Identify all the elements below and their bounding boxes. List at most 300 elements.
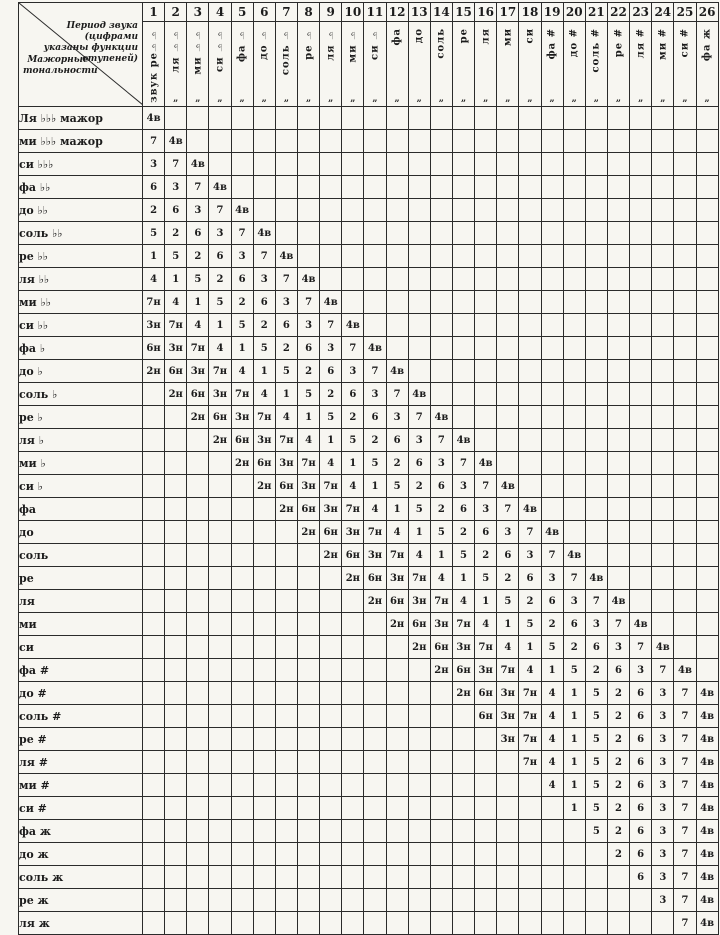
- empty-cell: [408, 912, 430, 935]
- degree-cell: 6н: [452, 659, 474, 682]
- column-header: [430, 22, 452, 107]
- empty-cell: [320, 843, 342, 866]
- degree-cell: 6: [320, 360, 342, 383]
- column-header: [187, 22, 209, 107]
- column-header: [386, 22, 408, 107]
- empty-cell: [452, 291, 474, 314]
- degree-cell: 6: [497, 544, 519, 567]
- empty-cell: [563, 866, 585, 889]
- empty-cell: [253, 659, 275, 682]
- degree-cell: 3: [165, 176, 187, 199]
- column-header: [696, 22, 718, 107]
- empty-cell: [297, 843, 319, 866]
- empty-cell: [275, 222, 297, 245]
- column-number-row: [19, 3, 719, 22]
- empty-cell: [187, 590, 209, 613]
- table-row: [19, 314, 719, 337]
- empty-cell: [209, 130, 231, 153]
- column-header: [320, 22, 342, 107]
- degree-cell: 7: [674, 889, 696, 912]
- degree-cell: 4: [430, 567, 452, 590]
- empty-cell: [519, 245, 541, 268]
- degree-cell: 7: [674, 866, 696, 889]
- empty-cell: [607, 429, 629, 452]
- degree-cell: 1: [320, 429, 342, 452]
- degree-cell: 3: [320, 337, 342, 360]
- degree-cell: 6: [630, 751, 652, 774]
- empty-cell: [209, 544, 231, 567]
- degree-cell: 2: [607, 751, 629, 774]
- degree-cell: 6: [209, 245, 231, 268]
- column-note-label: ля ♭: [325, 28, 337, 61]
- degree-cell: 3: [652, 889, 674, 912]
- column-note-label: ми: [502, 28, 514, 47]
- empty-cell: [275, 544, 297, 567]
- empty-cell: [275, 866, 297, 889]
- tonality-label: до ♭♭: [19, 199, 143, 222]
- tonality-label: фа ♭♭: [19, 176, 143, 199]
- tonality-label: фа #: [19, 659, 143, 682]
- empty-cell: [187, 636, 209, 659]
- column-header: [541, 22, 563, 107]
- empty-cell: [652, 199, 674, 222]
- degree-cell: 3: [297, 314, 319, 337]
- empty-cell: [143, 843, 165, 866]
- degree-cell: 2: [364, 429, 386, 452]
- empty-cell: [475, 176, 497, 199]
- degree-cell: 1: [563, 751, 585, 774]
- empty-cell: [320, 153, 342, 176]
- empty-cell: [696, 429, 718, 452]
- degree-cell: 5: [320, 406, 342, 429]
- empty-cell: [696, 498, 718, 521]
- column-number: 16: [475, 3, 497, 22]
- tonality-label: соль: [19, 544, 143, 567]
- ditto-mark: „: [195, 94, 201, 104]
- empty-cell: [541, 912, 563, 935]
- empty-cell: [297, 245, 319, 268]
- empty-cell: [275, 820, 297, 843]
- degree-cell: 4: [342, 475, 364, 498]
- degree-cell: 6: [475, 521, 497, 544]
- empty-cell: [452, 843, 474, 866]
- degree-cell: 1: [364, 475, 386, 498]
- empty-cell: [209, 475, 231, 498]
- degree-cell: 5: [585, 774, 607, 797]
- empty-cell: [408, 360, 430, 383]
- degree-cell: 1: [165, 268, 187, 291]
- column-note-label: си: [524, 28, 536, 44]
- empty-cell: [408, 797, 430, 820]
- empty-cell: [342, 682, 364, 705]
- degree-cell: 5: [209, 291, 231, 314]
- empty-cell: [209, 613, 231, 636]
- degree-cell: 4в: [342, 314, 364, 337]
- empty-cell: [364, 889, 386, 912]
- empty-cell: [430, 705, 452, 728]
- degree-cell: 7: [475, 475, 497, 498]
- empty-cell: [297, 705, 319, 728]
- degree-cell: 7: [630, 636, 652, 659]
- empty-cell: [253, 889, 275, 912]
- empty-cell: [652, 314, 674, 337]
- degree-cell: 4в: [674, 659, 696, 682]
- degree-cell: 4в: [519, 498, 541, 521]
- degree-cell: 2: [253, 314, 275, 337]
- empty-cell: [519, 889, 541, 912]
- empty-cell: [253, 866, 275, 889]
- empty-cell: [652, 245, 674, 268]
- empty-cell: [607, 153, 629, 176]
- empty-cell: [187, 705, 209, 728]
- empty-cell: [607, 567, 629, 590]
- empty-cell: [143, 774, 165, 797]
- tonality-label: фа ♭: [19, 337, 143, 360]
- degree-cell: 4: [253, 383, 275, 406]
- empty-cell: [165, 636, 187, 659]
- empty-cell: [652, 452, 674, 475]
- empty-cell: [585, 521, 607, 544]
- empty-cell: [563, 498, 585, 521]
- tonality-label: ля: [19, 590, 143, 613]
- empty-cell: [165, 751, 187, 774]
- empty-cell: [386, 130, 408, 153]
- empty-cell: [143, 659, 165, 682]
- degree-cell: 7: [607, 613, 629, 636]
- degree-cell: 7: [231, 222, 253, 245]
- empty-cell: [630, 314, 652, 337]
- table-row: [19, 130, 719, 153]
- degree-cell: 4в: [408, 383, 430, 406]
- degree-cell: 7: [652, 659, 674, 682]
- scale-degree-table: [18, 2, 719, 935]
- empty-cell: [630, 475, 652, 498]
- empty-cell: [143, 820, 165, 843]
- empty-cell: [607, 912, 629, 935]
- empty-cell: [430, 360, 452, 383]
- empty-cell: [297, 751, 319, 774]
- empty-cell: [674, 314, 696, 337]
- empty-cell: [209, 843, 231, 866]
- degree-cell: 6: [630, 797, 652, 820]
- tonality-label: ре ж: [19, 889, 143, 912]
- empty-cell: [475, 107, 497, 130]
- degree-cell: 6н: [275, 475, 297, 498]
- column-number: 20: [563, 3, 585, 22]
- empty-cell: [364, 613, 386, 636]
- degree-cell: 7: [541, 544, 563, 567]
- degree-cell: 7н: [143, 291, 165, 314]
- empty-cell: [674, 429, 696, 452]
- column-number: 8: [297, 3, 319, 22]
- empty-cell: [386, 889, 408, 912]
- degree-cell: 2: [452, 521, 474, 544]
- empty-cell: [652, 337, 674, 360]
- empty-cell: [430, 245, 452, 268]
- empty-cell: [497, 452, 519, 475]
- empty-cell: [364, 912, 386, 935]
- degree-cell: 1: [408, 521, 430, 544]
- empty-cell: [541, 199, 563, 222]
- degree-cell: 5: [364, 452, 386, 475]
- table-row: [19, 199, 719, 222]
- empty-cell: [342, 268, 364, 291]
- empty-cell: [253, 636, 275, 659]
- degree-cell: 2: [187, 245, 209, 268]
- empty-cell: [320, 176, 342, 199]
- degree-cell: 6н: [342, 544, 364, 567]
- empty-cell: [696, 613, 718, 636]
- empty-cell: [297, 682, 319, 705]
- ditto-mark: „: [261, 94, 267, 104]
- empty-cell: [408, 682, 430, 705]
- empty-cell: [563, 291, 585, 314]
- column-note-label: си #: [679, 28, 691, 58]
- table-row: [19, 222, 719, 245]
- empty-cell: [541, 889, 563, 912]
- empty-cell: [585, 912, 607, 935]
- empty-cell: [585, 314, 607, 337]
- degree-cell: 2: [297, 360, 319, 383]
- table-row: [19, 751, 719, 774]
- empty-cell: [297, 820, 319, 843]
- column-number: 12: [386, 3, 408, 22]
- empty-cell: [607, 521, 629, 544]
- empty-cell: [187, 544, 209, 567]
- column-header: [452, 22, 474, 107]
- empty-cell: [497, 360, 519, 383]
- empty-cell: [364, 176, 386, 199]
- empty-cell: [430, 130, 452, 153]
- degree-cell: 1: [253, 360, 275, 383]
- degree-cell: 3: [497, 521, 519, 544]
- degree-cell: 4: [143, 268, 165, 291]
- degree-cell: 5: [585, 682, 607, 705]
- empty-cell: [408, 268, 430, 291]
- empty-cell: [231, 176, 253, 199]
- degree-cell: 3: [652, 843, 674, 866]
- degree-cell: 3н: [320, 498, 342, 521]
- column-number: 17: [497, 3, 519, 22]
- table-corner-header: [19, 3, 143, 107]
- empty-cell: [452, 820, 474, 843]
- degree-cell: 4: [187, 314, 209, 337]
- empty-cell: [165, 820, 187, 843]
- degree-cell: 6н: [143, 337, 165, 360]
- empty-cell: [585, 268, 607, 291]
- degree-cell: 3н: [143, 314, 165, 337]
- empty-cell: [696, 153, 718, 176]
- empty-cell: [408, 130, 430, 153]
- empty-cell: [386, 222, 408, 245]
- empty-cell: [541, 130, 563, 153]
- empty-cell: [253, 199, 275, 222]
- column-header: [364, 22, 386, 107]
- empty-cell: [342, 843, 364, 866]
- empty-cell: [585, 130, 607, 153]
- empty-cell: [187, 797, 209, 820]
- empty-cell: [563, 314, 585, 337]
- empty-cell: [253, 705, 275, 728]
- degree-cell: 5: [386, 475, 408, 498]
- empty-cell: [165, 475, 187, 498]
- degree-cell: 4в: [696, 774, 718, 797]
- empty-cell: [585, 866, 607, 889]
- column-note-label: ре: [458, 28, 470, 44]
- degree-cell: 5: [585, 705, 607, 728]
- degree-cell: 7н: [386, 544, 408, 567]
- empty-cell: [275, 843, 297, 866]
- empty-cell: [320, 820, 342, 843]
- empty-cell: [320, 590, 342, 613]
- empty-cell: [364, 130, 386, 153]
- empty-cell: [674, 337, 696, 360]
- degree-cell: 2н: [408, 636, 430, 659]
- degree-cell: 6н: [253, 452, 275, 475]
- degree-cell: 6н: [386, 590, 408, 613]
- degree-cell: 4в: [364, 337, 386, 360]
- degree-cell: 4в: [452, 429, 474, 452]
- degree-cell: 4: [386, 521, 408, 544]
- empty-cell: [320, 222, 342, 245]
- empty-cell: [275, 567, 297, 590]
- empty-cell: [143, 636, 165, 659]
- empty-cell: [408, 659, 430, 682]
- empty-cell: [652, 590, 674, 613]
- degree-cell: 3: [652, 751, 674, 774]
- degree-cell: 1: [563, 682, 585, 705]
- degree-cell: 6н: [165, 360, 187, 383]
- empty-cell: [364, 682, 386, 705]
- empty-cell: [430, 843, 452, 866]
- degree-cell: 6: [165, 199, 187, 222]
- empty-cell: [143, 912, 165, 935]
- empty-cell: [231, 705, 253, 728]
- empty-cell: [187, 567, 209, 590]
- empty-cell: [253, 544, 275, 567]
- column-note-label: си ♭: [369, 28, 381, 60]
- empty-cell: [342, 820, 364, 843]
- degree-cell: 2н: [165, 383, 187, 406]
- empty-cell: [165, 797, 187, 820]
- empty-cell: [187, 429, 209, 452]
- table-row: [19, 176, 719, 199]
- empty-cell: [475, 774, 497, 797]
- column-note-label: соль: [435, 28, 447, 59]
- degree-cell: 6: [275, 314, 297, 337]
- degree-cell: 7н: [364, 521, 386, 544]
- empty-cell: [386, 659, 408, 682]
- empty-cell: [607, 314, 629, 337]
- empty-cell: [607, 475, 629, 498]
- empty-cell: [519, 107, 541, 130]
- empty-cell: [408, 889, 430, 912]
- degree-cell: 6: [519, 567, 541, 590]
- empty-cell: [165, 544, 187, 567]
- empty-cell: [652, 613, 674, 636]
- empty-cell: [408, 843, 430, 866]
- degree-cell: 3н: [452, 636, 474, 659]
- table-row: [19, 705, 719, 728]
- degree-cell: 3: [275, 291, 297, 314]
- empty-cell: [253, 682, 275, 705]
- empty-cell: [430, 337, 452, 360]
- empty-cell: [563, 222, 585, 245]
- degree-cell: 3: [209, 222, 231, 245]
- empty-cell: [430, 820, 452, 843]
- empty-cell: [297, 153, 319, 176]
- degree-cell: 5: [585, 728, 607, 751]
- empty-cell: [430, 866, 452, 889]
- empty-cell: [209, 728, 231, 751]
- ditto-mark: „: [682, 94, 688, 104]
- empty-cell: [187, 475, 209, 498]
- degree-cell: 2н: [231, 452, 253, 475]
- degree-cell: 1: [475, 590, 497, 613]
- degree-cell: 1: [541, 659, 563, 682]
- degree-cell: 3н: [475, 659, 497, 682]
- empty-cell: [231, 912, 253, 935]
- empty-cell: [342, 222, 364, 245]
- degree-cell: 7: [674, 797, 696, 820]
- empty-cell: [563, 912, 585, 935]
- empty-cell: [430, 728, 452, 751]
- degree-cell: 5: [143, 222, 165, 245]
- degree-cell: 7н: [519, 751, 541, 774]
- degree-cell: 4: [452, 590, 474, 613]
- empty-cell: [607, 360, 629, 383]
- empty-cell: [231, 130, 253, 153]
- table-row: [19, 475, 719, 498]
- column-number: 22: [607, 3, 629, 22]
- column-number: 14: [430, 3, 452, 22]
- empty-cell: [630, 176, 652, 199]
- degree-cell: 7: [585, 590, 607, 613]
- empty-cell: [320, 889, 342, 912]
- empty-cell: [452, 774, 474, 797]
- column-header: [165, 22, 187, 107]
- empty-cell: [674, 360, 696, 383]
- empty-cell: [408, 337, 430, 360]
- empty-cell: [497, 222, 519, 245]
- degree-cell: 6: [187, 222, 209, 245]
- degree-cell: 6: [630, 728, 652, 751]
- degree-cell: 7н: [320, 475, 342, 498]
- empty-cell: [187, 820, 209, 843]
- empty-cell: [541, 429, 563, 452]
- degree-cell: 2: [497, 567, 519, 590]
- degree-cell: 7: [452, 452, 474, 475]
- degree-cell: 5: [452, 544, 474, 567]
- table-row: [19, 682, 719, 705]
- degree-cell: 6: [143, 176, 165, 199]
- empty-cell: [541, 268, 563, 291]
- empty-cell: [320, 751, 342, 774]
- degree-cell: 3: [630, 659, 652, 682]
- empty-cell: [630, 452, 652, 475]
- empty-cell: [430, 797, 452, 820]
- empty-cell: [430, 107, 452, 130]
- empty-cell: [696, 590, 718, 613]
- degree-cell: 5: [497, 590, 519, 613]
- empty-cell: [519, 820, 541, 843]
- tonality-label: фа ж: [19, 820, 143, 843]
- empty-cell: [585, 383, 607, 406]
- empty-cell: [143, 452, 165, 475]
- empty-cell: [696, 337, 718, 360]
- empty-cell: [696, 659, 718, 682]
- table-row: [19, 567, 719, 590]
